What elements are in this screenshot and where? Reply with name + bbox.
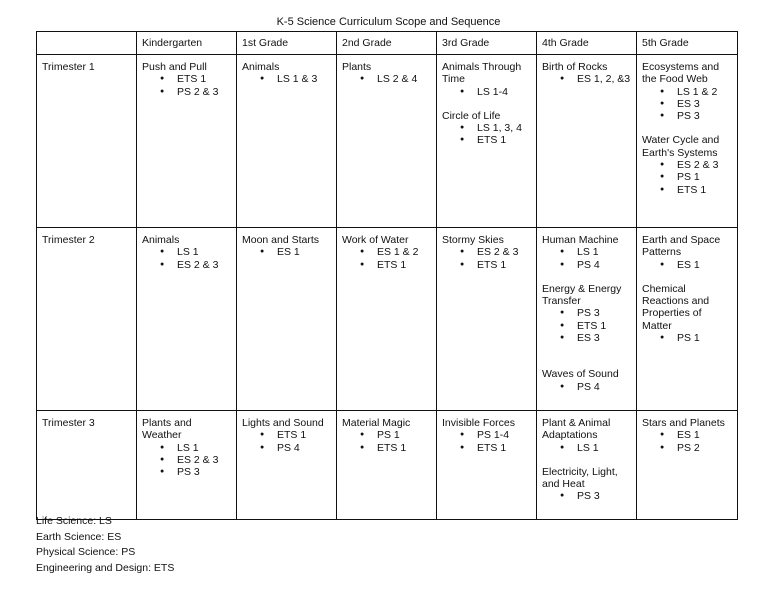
standard-item: ● PS 1-4 — [477, 429, 531, 441]
unit-block — [442, 110, 531, 147]
unit-block — [542, 61, 631, 86]
header-2nd-grade: 2nd Grade — [337, 32, 437, 55]
row-label: Trimester 2 — [37, 228, 137, 411]
standard-item: ● ES 1 — [677, 259, 732, 271]
curriculum-table — [36, 31, 738, 520]
standard-item: ● PS 4 — [577, 259, 631, 271]
unit-block — [442, 417, 531, 454]
unit-title: Birth of Rocks — [542, 61, 608, 73]
row-label: Trimester 3 — [37, 411, 137, 520]
standard-item: ● PS 1 — [677, 332, 732, 344]
unit-block — [542, 234, 631, 271]
standards-list — [542, 307, 631, 344]
unit-title: Circle of Life — [442, 109, 501, 122]
cell-kindergarten — [137, 228, 237, 411]
header-row — [37, 32, 738, 55]
unit-title: Electricity, Light, and Heat — [542, 465, 618, 491]
row-label: Trimester 1 — [37, 55, 137, 228]
unit-block — [542, 466, 631, 503]
unit-block — [542, 368, 631, 393]
unit-title: Energy & Energy Transfer — [542, 282, 622, 308]
cell-kindergarten — [137, 55, 237, 228]
legend-item-physical-science: Physical Science: PS — [36, 546, 136, 558]
unit-title: Animals — [142, 234, 180, 246]
standard-item: ● LS 1 & 3 — [277, 73, 331, 85]
unit-block — [342, 61, 431, 86]
unit-title: Human Machine — [542, 234, 619, 246]
unit-block — [342, 417, 431, 454]
unit-block — [242, 61, 331, 86]
cell-5th-grade — [637, 55, 738, 228]
unit-title: Chemical Reactions and Properties of Matter — [642, 282, 710, 332]
unit-block — [442, 61, 531, 98]
unit-title: Animals Through Time — [442, 61, 522, 86]
standard-item: ● LS 1 — [177, 442, 231, 454]
standards-list — [442, 86, 531, 98]
unit-title: Moon and Starts — [242, 234, 320, 246]
unit-block — [642, 234, 732, 271]
standards-list — [642, 86, 732, 123]
unit-block — [642, 134, 732, 195]
cell-4th-grade — [537, 411, 637, 520]
standards-list — [342, 73, 431, 85]
unit-title: Waves of Sound — [542, 368, 619, 381]
unit-title: Ecosystems and the Food Web — [642, 61, 720, 86]
standard-item: ● ES 2 & 3 — [677, 159, 732, 171]
standard-item: ● ETS 1 — [677, 184, 732, 196]
cell-1st-grade — [237, 228, 337, 411]
unit-block — [442, 234, 531, 271]
unit-title: Animals — [242, 61, 280, 73]
standard-item: ● ES 2 & 3 — [177, 259, 231, 271]
standards-list — [642, 259, 732, 271]
standards-list — [242, 246, 331, 258]
unit-block — [542, 417, 631, 454]
unit-title: Stars and Planets — [642, 417, 725, 429]
standard-item: ● PS 4 — [577, 381, 631, 393]
standards-list — [642, 159, 732, 196]
unit-title: Plants and Weather — [142, 417, 192, 442]
header-3rd-grade: 3rd Grade — [437, 32, 537, 55]
standard-item: ● ETS 1 — [277, 429, 331, 441]
standard-item: ● ETS 1 — [377, 259, 431, 271]
unit-title: Lights and Sound — [242, 417, 324, 429]
standards-list — [142, 73, 231, 98]
standard-item: ● PS 1 — [377, 429, 431, 441]
cell-1st-grade — [237, 55, 337, 228]
legend — [36, 514, 174, 576]
cell-1st-grade — [237, 411, 337, 520]
standards-list — [342, 246, 431, 271]
unit-title: Water Cycle and Earth's Systems — [642, 134, 720, 159]
standard-item: ● PS 3 — [677, 110, 732, 122]
standard-item: ● PS 1 — [677, 171, 732, 183]
table-row-trimester-2 — [37, 228, 738, 411]
unit-block — [142, 61, 231, 98]
unit-title: Earth and Space Patterns — [642, 234, 721, 259]
header-1st-grade: 1st Grade — [237, 32, 337, 55]
standard-item: ● ETS 1 — [177, 73, 231, 85]
cell-2nd-grade — [337, 228, 437, 411]
standard-item: ● ES 2 & 3 — [477, 246, 531, 258]
cell-3rd-grade — [437, 228, 537, 411]
standard-item: ● LS 1 & 2 — [677, 86, 732, 98]
standard-item: ● LS 1 — [177, 246, 231, 258]
unit-block — [142, 234, 231, 271]
standard-item: ● ES 3 — [577, 332, 631, 344]
cell-5th-grade — [637, 228, 738, 411]
cell-3rd-grade — [437, 55, 537, 228]
unit-block — [342, 234, 431, 271]
standard-item: ● PS 3 — [577, 490, 631, 502]
standard-item: ● PS 4 — [277, 442, 331, 454]
table-row-trimester-1 — [37, 55, 738, 228]
unit-block — [542, 283, 631, 344]
header-5th-grade: 5th Grade — [637, 32, 738, 55]
legend-item-engineering-design: Engineering and Design: ETS — [36, 561, 175, 574]
standard-item: ● ETS 1 — [577, 320, 631, 332]
standard-item: ● ETS 1 — [477, 442, 531, 454]
unit-title: Material Magic — [342, 417, 411, 429]
document-title: K-5 Science Curriculum Scope and Sequence — [276, 16, 501, 28]
standard-item: ● PS 3 — [577, 307, 631, 319]
standards-list — [342, 429, 431, 454]
header-corner-cell — [37, 32, 137, 55]
standard-item: ● PS 2 — [677, 442, 732, 454]
cell-2nd-grade — [337, 55, 437, 228]
standard-item: ● LS 2 & 4 — [377, 73, 431, 85]
standard-item: ● ETS 1 — [477, 134, 531, 146]
standards-list — [542, 442, 631, 454]
table-row-trimester-3 — [37, 411, 738, 520]
standard-item: ● ES 1 & 2 — [377, 246, 431, 258]
standard-item: ● LS 1 — [577, 246, 631, 258]
standards-list — [442, 429, 531, 454]
standard-item: ● ES 1, 2, &3 — [577, 73, 631, 85]
standards-list — [242, 429, 331, 454]
unit-title: Plant & Animal Adaptations — [542, 417, 611, 442]
standards-list — [442, 122, 531, 147]
standards-list — [242, 73, 331, 85]
cell-5th-grade — [637, 411, 738, 520]
cell-4th-grade — [537, 228, 637, 411]
standard-item: ● LS 1, 3, 4 — [477, 122, 531, 134]
cell-4th-grade — [537, 55, 637, 228]
header-kindergarten: Kindergarten — [137, 32, 237, 55]
standards-list — [542, 381, 631, 393]
standard-item: ● ES 1 — [677, 429, 732, 441]
standards-list — [142, 246, 231, 271]
standard-item: ● ETS 1 — [477, 259, 531, 271]
legend-item-earth-science: Earth Science: ES — [36, 530, 122, 543]
standard-item: ● PS 2 & 3 — [177, 86, 231, 98]
unit-block — [142, 417, 231, 478]
unit-block — [642, 283, 732, 344]
standards-list — [642, 332, 732, 344]
standards-list — [442, 246, 531, 271]
unit-block — [642, 61, 732, 122]
standards-list — [542, 246, 631, 271]
unit-block — [242, 417, 331, 454]
unit-block — [242, 234, 331, 259]
cell-2nd-grade — [337, 411, 437, 520]
standards-list — [642, 429, 732, 454]
standard-item: ● ES 1 — [277, 246, 331, 258]
header-4th-grade: 4th Grade — [537, 32, 637, 55]
cell-3rd-grade — [437, 411, 537, 520]
standard-item: ● LS 1-4 — [477, 86, 531, 98]
unit-title: Work of Water — [342, 234, 409, 246]
unit-title: Push and Pull — [142, 61, 207, 73]
unit-title: Stormy Skies — [442, 234, 504, 246]
standards-list — [142, 442, 231, 479]
unit-title: Plants — [342, 61, 372, 73]
standard-item: ● ETS 1 — [377, 442, 431, 454]
standard-item: ● ES 2 & 3 — [177, 454, 231, 466]
standard-item: ● PS 3 — [177, 466, 231, 478]
unit-block — [642, 417, 732, 454]
standard-item: ● ES 3 — [677, 98, 732, 110]
unit-title: Invisible Forces — [442, 417, 515, 429]
standards-list — [542, 73, 631, 85]
legend-item-life-science: Life Science: LS — [36, 515, 112, 527]
cell-kindergarten — [137, 411, 237, 520]
standard-item: ● LS 1 — [577, 442, 631, 454]
standards-list — [542, 490, 631, 502]
